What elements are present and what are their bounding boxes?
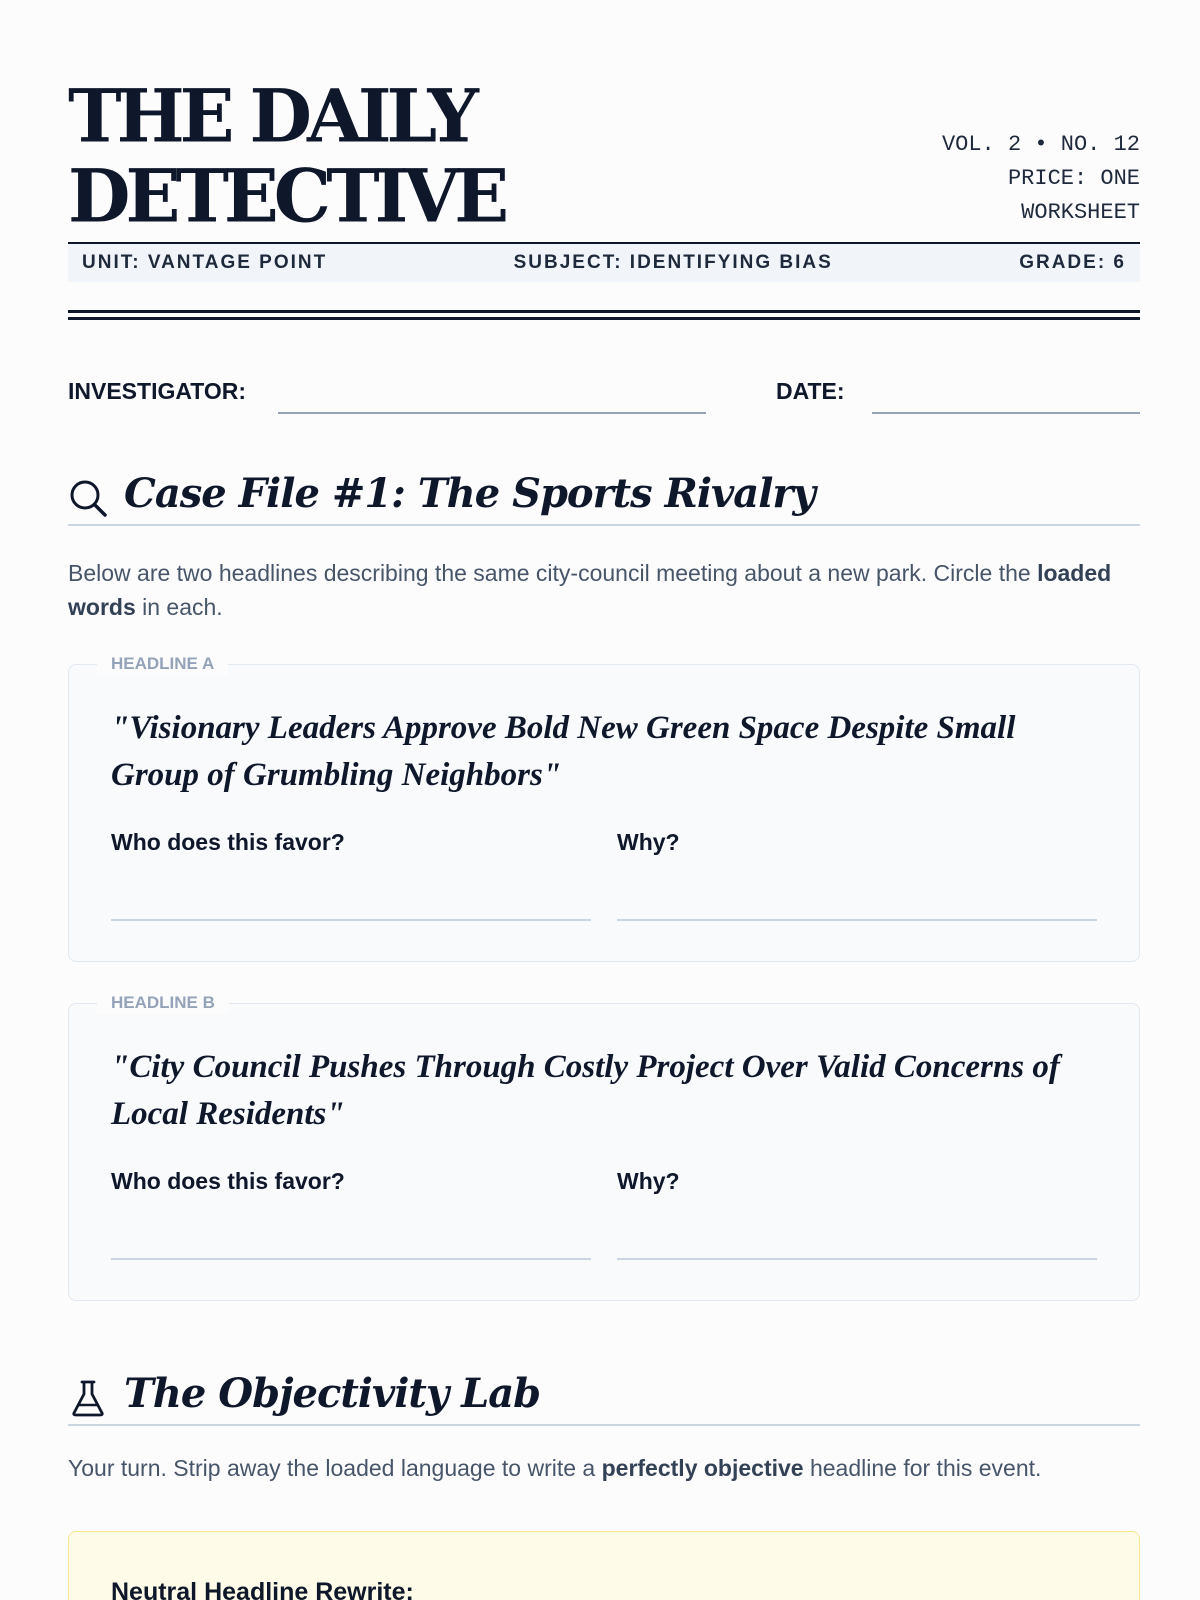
meta-bar — [68, 242, 1140, 282]
case-file-heading — [68, 468, 1140, 526]
flask-icon — [68, 1378, 108, 1418]
investigator-field[interactable] — [278, 412, 706, 414]
lab-instructions-end: headline for this event. — [803, 1455, 1042, 1481]
issue-info — [942, 128, 1140, 230]
investigator-row — [68, 378, 1140, 414]
lab-heading — [68, 1368, 1140, 1426]
favor-answer-line[interactable] — [111, 919, 591, 921]
date-field[interactable] — [872, 412, 1140, 414]
favor-answer-line[interactable] — [111, 1258, 591, 1260]
headline-tag: HEADLINE A — [97, 653, 228, 675]
favor-question: Who does this favor? — [111, 1168, 345, 1194]
headline-card-a — [68, 654, 1140, 962]
title-line-2: DETECTIVE — [68, 151, 505, 239]
why-answer-line[interactable] — [617, 919, 1097, 921]
instructions-text: Below are two headlines describing the same city-council meeting about a new park. Circle the — [68, 560, 1038, 586]
lab-instructions — [68, 1451, 1140, 1485]
lab-title: The Objectivity Lab — [124, 1370, 541, 1417]
search-icon — [68, 478, 108, 518]
headline-tag: HEADLINE B — [97, 992, 229, 1014]
issue-number: VOL. 2 • NO. 12 — [941, 132, 1140, 157]
lab-instructions-text: Your turn. Strip away the loaded language to write a — [68, 1455, 602, 1481]
worksheet-page — [68, 0, 1140, 1600]
price-line-2: WORKSHEET — [1021, 200, 1140, 225]
neutral-rewrite-box[interactable] — [68, 1531, 1140, 1600]
headline-card-b — [68, 993, 1140, 1301]
why-question: Why? — [617, 1168, 680, 1194]
unit-label: UNIT: VANTAGE POINT — [82, 252, 328, 273]
price-line-1: PRICE: ONE — [1007, 166, 1140, 191]
favor-question: Who does this favor? — [111, 829, 345, 855]
instructions-end: in each. — [135, 594, 223, 620]
why-answer-line[interactable] — [617, 1258, 1097, 1260]
headline-text[interactable]: "Visionary Leaders Approve Bold New Green Space Despite Small Group of Grumbling Neighbors" — [111, 710, 1016, 793]
date-label: DATE: — [776, 378, 845, 404]
double-divider — [68, 310, 1140, 320]
case-file-instructions — [68, 556, 1140, 624]
lab-instructions-bold: perfectly objective — [601, 1455, 804, 1481]
headline-text[interactable]: "City Council Pushes Through Costly Project Over Valid Concerns of Local Residents" — [111, 1049, 1060, 1132]
why-question: Why? — [617, 829, 680, 855]
investigator-label: INVESTIGATOR: — [68, 378, 247, 404]
newspaper-title — [68, 72, 505, 239]
instructions-bold: loaded words — [68, 560, 1112, 620]
title-line-1: THE DAILY — [68, 72, 474, 160]
case-file-title: Case File #1: The Sports Rivalry — [124, 470, 815, 517]
neutral-rewrite-label: Neutral Headline Rewrite: — [111, 1578, 414, 1600]
subject-label: SUBJECT: IDENTIFYING BIAS — [513, 252, 833, 273]
masthead — [68, 70, 1140, 240]
grade-label: GRADE: 6 — [1019, 252, 1126, 273]
